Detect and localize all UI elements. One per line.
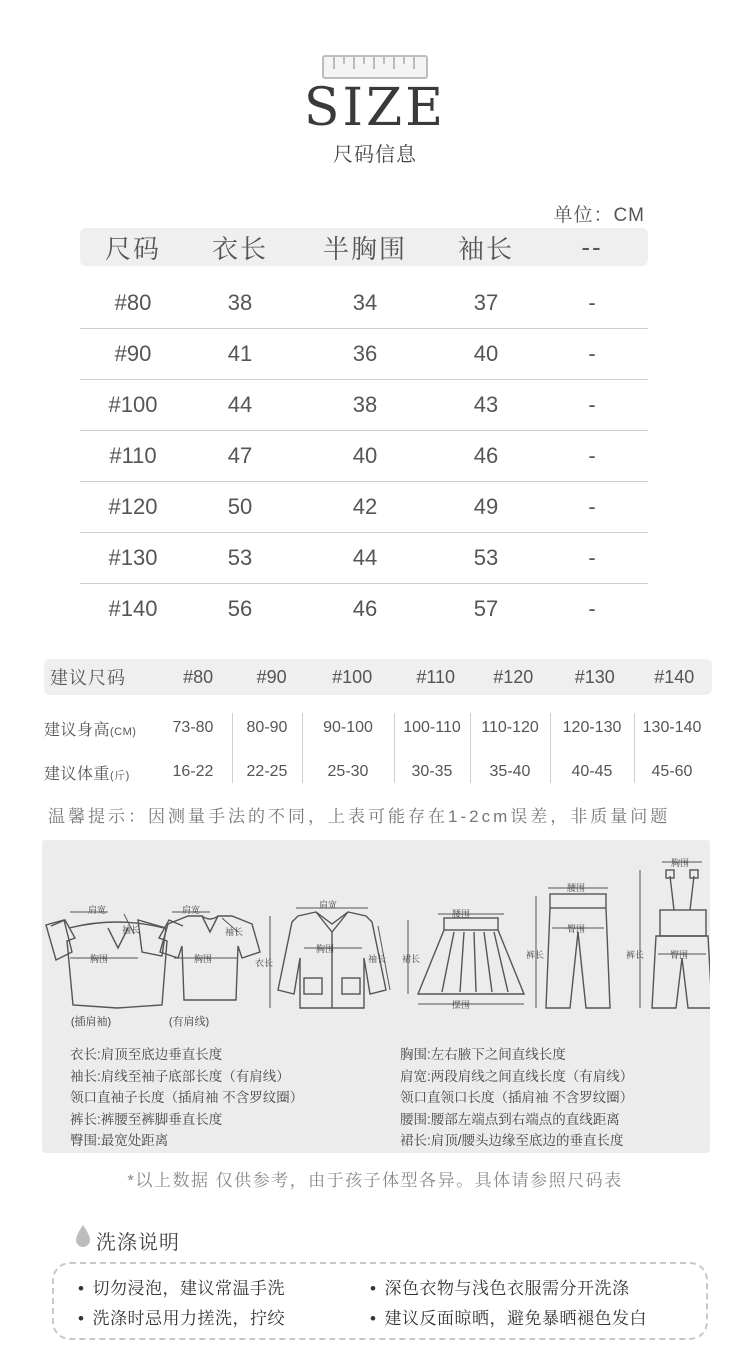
recommend-size: #140 xyxy=(654,666,695,687)
size-table xyxy=(80,228,648,634)
column-divider xyxy=(302,713,303,783)
cell-chest: 34 xyxy=(352,290,378,315)
definition-item: 领口直领口长度（插肩袖 不含罗纹圈） xyxy=(400,1090,634,1105)
cell-size: #80 xyxy=(114,290,152,315)
definition-item: 衣长:肩顶至底边垂直长度 xyxy=(70,1047,223,1062)
height-unit: (CM) xyxy=(110,725,137,738)
label-waist: 腰围 xyxy=(567,883,586,893)
table-row xyxy=(80,533,648,584)
definition-item: 领口直袖子长度（插肩袖 不含罗纹圈） xyxy=(70,1090,304,1105)
label-chest: 胸围 xyxy=(90,954,109,964)
cell-chest: 42 xyxy=(352,494,378,519)
recommend-size: #100 xyxy=(332,666,373,687)
cell-chest: 44 xyxy=(352,545,378,570)
cell-extra: - xyxy=(588,392,596,417)
height-value: 120-130 xyxy=(562,719,622,736)
caption-shoulder-seam: (有肩线) xyxy=(168,1016,210,1028)
weight-label xyxy=(44,761,154,784)
definition-item: 胸围:左右腋下之间直线长度 xyxy=(400,1047,566,1062)
definition-item: 臀围:最宽处距离 xyxy=(70,1133,169,1148)
page-title: SIZE xyxy=(303,78,447,138)
reference-note: *以上数据 仅供参考，由于孩子体型各异。具体请参照尺码表 xyxy=(127,1171,623,1190)
label-length: 衣长 xyxy=(255,958,274,968)
skirt-icon xyxy=(418,918,524,994)
cell-length: 53 xyxy=(227,545,253,570)
height-value: 110-120 xyxy=(481,719,539,736)
label-shoulder: 肩宽 xyxy=(88,905,107,915)
definition-item: 裤长:裤腰至裤脚垂直长度 xyxy=(70,1111,223,1127)
water-drop-icon xyxy=(74,1224,92,1248)
column-divider xyxy=(634,713,635,783)
cell-chest: 36 xyxy=(352,341,378,366)
measurement-panel xyxy=(42,840,710,1153)
cell-length: 50 xyxy=(227,494,253,519)
column-divider xyxy=(394,713,395,783)
height-value: 73-80 xyxy=(172,719,214,736)
pants-icon xyxy=(546,894,610,1008)
label-chest: 胸围 xyxy=(316,944,335,954)
weight-unit: (斤) xyxy=(110,769,130,782)
label-skirt-length: 裙长 xyxy=(402,954,421,964)
height-value: 90-100 xyxy=(323,719,373,736)
label-chest: 胸围 xyxy=(194,954,213,964)
recommend-size: #80 xyxy=(183,666,214,687)
table-row xyxy=(80,380,648,431)
cell-sleeve: 57 xyxy=(473,596,499,621)
cell-sleeve: 46 xyxy=(473,443,499,468)
overalls-icon xyxy=(652,870,710,1008)
recommend-header xyxy=(44,659,712,695)
table-row xyxy=(80,431,648,482)
unit-label: 单位：CM xyxy=(553,205,645,226)
label-hip: 臀围 xyxy=(567,924,586,934)
washing-title: 洗涤说明 xyxy=(96,1232,180,1254)
weight-value: 30-35 xyxy=(411,763,453,780)
weight-value: 35-40 xyxy=(489,763,531,780)
cell-extra: - xyxy=(588,494,596,519)
washing-item: • 切勿浸泡，建议常温手洗 xyxy=(78,1274,285,1299)
weight-value: 25-30 xyxy=(327,763,369,780)
garment-diagrams xyxy=(42,840,710,1030)
label-sleeve: 袖长 xyxy=(122,925,141,935)
header-size: 尺码 xyxy=(104,233,161,264)
recommend-size: #130 xyxy=(574,666,615,687)
table-row xyxy=(80,482,648,533)
cell-sleeve: 43 xyxy=(473,392,499,417)
column-divider xyxy=(232,713,233,783)
table-row xyxy=(80,584,648,634)
cell-size: #130 xyxy=(108,545,158,570)
weight-value: 16-22 xyxy=(172,763,214,780)
cell-length: 47 xyxy=(227,443,253,468)
height-value: 80-90 xyxy=(246,719,288,736)
header-extra: -- xyxy=(581,231,603,262)
recommend-size: #120 xyxy=(493,666,534,687)
measurement-tip: 温馨提示：因测量手法的不同，上表可能存在1-2cm误差，非质量问题 xyxy=(48,807,671,826)
cell-extra: - xyxy=(588,341,596,366)
cell-length: 41 xyxy=(227,341,253,366)
weight-row xyxy=(44,754,712,790)
cell-sleeve: 53 xyxy=(473,545,499,570)
cell-extra: - xyxy=(588,596,596,621)
label-hem: 摆围 xyxy=(452,1000,471,1010)
label-sleeve: 袖长 xyxy=(368,954,387,964)
label-shoulder: 肩宽 xyxy=(182,905,201,915)
cell-sleeve: 37 xyxy=(473,290,499,315)
cell-extra: - xyxy=(588,290,596,315)
tshirt-raglan-icon xyxy=(46,920,183,1008)
definition-item: 肩宽:两段肩线之间直线长度（有肩线） xyxy=(400,1068,634,1084)
caption-raglan: (插肩袖) xyxy=(70,1016,112,1028)
weight-value: 22-25 xyxy=(246,763,288,780)
cell-length: 44 xyxy=(227,392,253,417)
label-sleeve: 袖长 xyxy=(225,927,244,937)
label-pants-length: 裤长 xyxy=(626,950,645,960)
header-sleeve: 袖长 xyxy=(457,233,514,264)
label-chest: 胸围 xyxy=(671,858,690,868)
cell-length: 38 xyxy=(227,290,253,315)
header-half-chest: 半胸围 xyxy=(322,233,407,264)
washing-item: • 深色衣物与浅色衣服需分开洗涤 xyxy=(370,1274,629,1299)
washing-item: • 洗涤时忌用力搓洗，拧绞 xyxy=(78,1304,285,1329)
cell-chest: 38 xyxy=(352,392,378,417)
cell-chest: 46 xyxy=(352,596,378,621)
height-value: 130-140 xyxy=(642,719,702,736)
recommend-size: #90 xyxy=(256,666,287,687)
size-table-header xyxy=(80,228,648,266)
height-value: 100-110 xyxy=(403,719,461,736)
definitions-right xyxy=(400,1044,633,1152)
cell-size: #120 xyxy=(108,494,158,519)
cell-size: #100 xyxy=(108,392,158,417)
cell-extra: - xyxy=(588,443,596,468)
column-divider xyxy=(470,713,471,783)
label-waist: 腰围 xyxy=(452,909,471,919)
weight-value: 40-45 xyxy=(571,763,613,780)
cell-length: 56 xyxy=(227,596,253,621)
cell-sleeve: 49 xyxy=(473,494,499,519)
definition-item: 袖长:肩线至袖子底部长度（有肩线） xyxy=(70,1068,290,1084)
weight-value: 45-60 xyxy=(651,763,693,780)
label-hip: 臀围 xyxy=(670,950,689,960)
washing-item: • 建议反面晾晒，避免暴晒褪色发白 xyxy=(370,1304,647,1329)
cell-chest: 40 xyxy=(352,443,378,468)
washing-box xyxy=(52,1262,708,1340)
weight-label-text: 建议体重 xyxy=(44,765,111,783)
column-divider xyxy=(550,713,551,783)
cell-size: #90 xyxy=(114,341,152,366)
cell-size: #140 xyxy=(108,596,158,621)
label-pants-length: 裤长 xyxy=(526,950,545,960)
cell-size: #110 xyxy=(109,443,157,468)
recommend-size-label: 建议尺码 xyxy=(50,668,126,688)
recommend-size: #110 xyxy=(416,666,456,687)
table-row xyxy=(80,329,648,380)
definitions-left xyxy=(70,1044,303,1152)
label-shoulder: 肩宽 xyxy=(319,900,338,910)
definition-item: 裙长:肩顶/腰头边缘至底边的垂直长度 xyxy=(400,1133,624,1148)
table-row xyxy=(80,278,648,329)
height-row xyxy=(44,710,712,746)
definition-item: 腰围:腰部左端点到右端点的直线距离 xyxy=(400,1111,620,1127)
height-label xyxy=(44,717,154,740)
cell-extra: - xyxy=(588,545,596,570)
header-length: 衣长 xyxy=(211,233,268,264)
cell-sleeve: 40 xyxy=(473,341,499,366)
height-label-text: 建议身高 xyxy=(44,721,111,739)
page-subtitle: 尺码信息 xyxy=(333,144,417,166)
